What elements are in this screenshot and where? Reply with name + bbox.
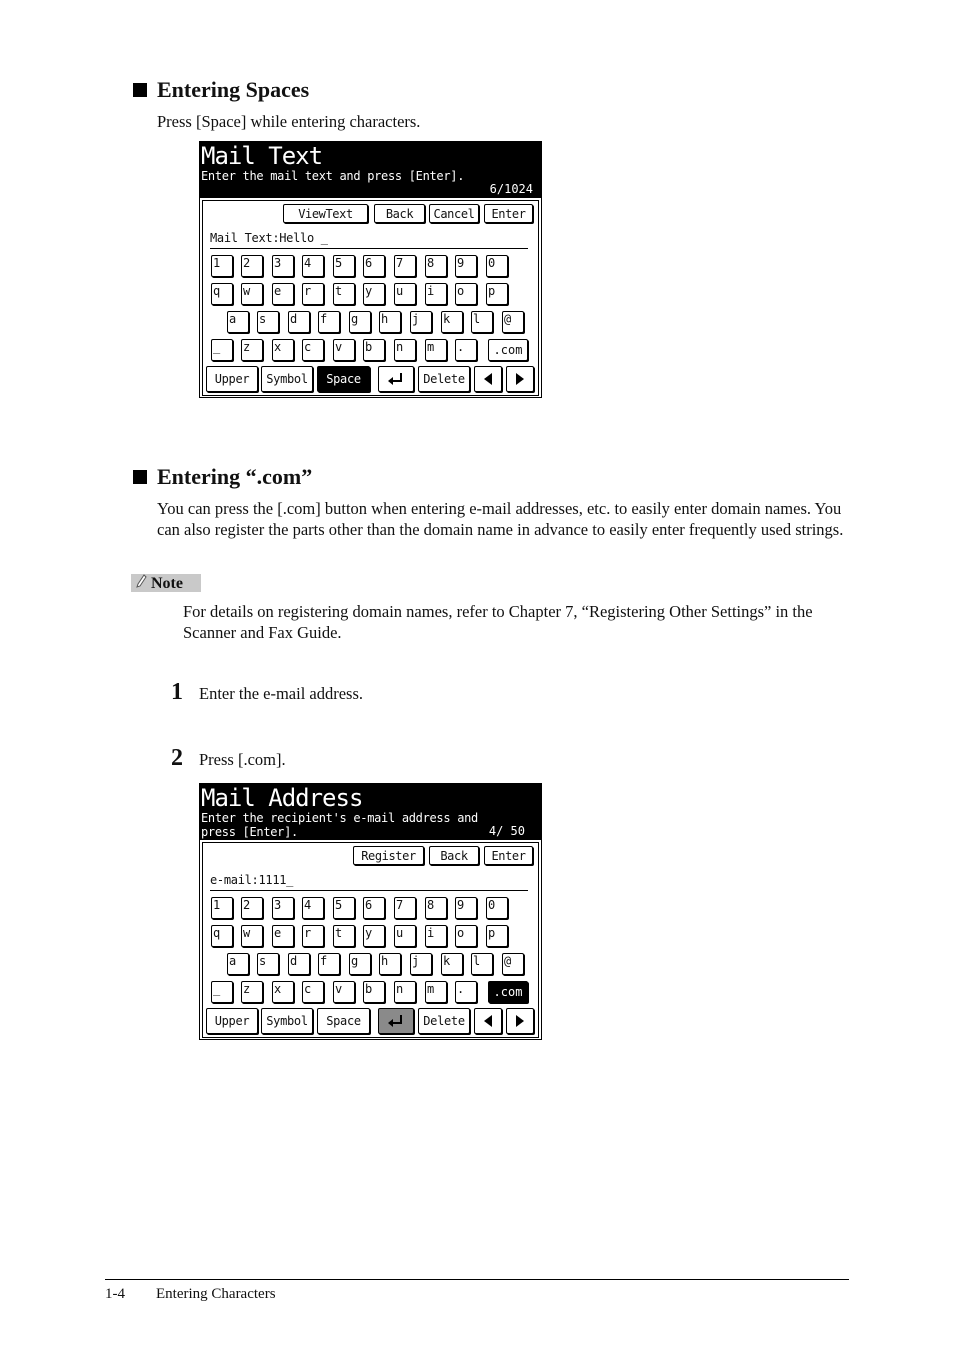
delete-button[interactable]: Delete xyxy=(418,1008,470,1034)
key-h[interactable]: h xyxy=(379,953,401,975)
key-c[interactable]: c xyxy=(302,339,324,361)
key-4[interactable]: 4 xyxy=(302,255,324,277)
step-number: 2 xyxy=(171,745,183,771)
key-o[interactable]: o xyxy=(455,925,477,947)
key-0[interactable]: 0 xyxy=(486,897,508,919)
key-period[interactable]: . xyxy=(455,339,477,361)
key-9[interactable]: 9 xyxy=(455,897,477,919)
key-y[interactable]: y xyxy=(363,925,385,947)
key-z[interactable]: z xyxy=(241,981,263,1003)
enter-button[interactable]: Enter xyxy=(484,846,533,865)
key-9[interactable]: 9 xyxy=(455,255,477,277)
key-b[interactable]: b xyxy=(363,339,385,361)
screen-header xyxy=(200,784,541,840)
key-0[interactable]: 0 xyxy=(486,255,508,277)
screen-title: Mail Address xyxy=(201,784,363,812)
key-p[interactable]: p xyxy=(486,925,508,947)
key-a[interactable]: a xyxy=(227,953,249,975)
return-arrow-icon xyxy=(386,371,406,387)
key-y[interactable]: y xyxy=(363,283,385,305)
section-text-spaces: Press [Space] while entering characters. xyxy=(157,112,421,131)
pencil-icon xyxy=(136,574,147,593)
key-x[interactable]: x xyxy=(272,981,294,1003)
key-2[interactable]: 2 xyxy=(241,255,263,277)
field-underline xyxy=(210,890,528,891)
character-counter: 4/ 50 xyxy=(488,824,525,838)
key-m[interactable]: m xyxy=(425,981,447,1003)
footer-title: Entering Characters xyxy=(156,1286,276,1302)
note-label-text: Note xyxy=(151,575,183,592)
return-button[interactable] xyxy=(378,366,414,392)
key-f[interactable]: f xyxy=(318,953,340,975)
key-5[interactable]: 5 xyxy=(333,897,355,919)
cancel-button[interactable]: Cancel xyxy=(429,204,479,223)
key-t[interactable]: t xyxy=(333,925,355,947)
key-p[interactable]: p xyxy=(486,283,508,305)
key-t[interactable]: t xyxy=(333,283,355,305)
bullet-square-icon xyxy=(133,83,147,97)
text-input-field[interactable]: Mail Text:Hello _ xyxy=(210,231,328,245)
screen-header xyxy=(200,142,541,198)
key-o[interactable]: o xyxy=(455,283,477,305)
character-counter: 6/1024 xyxy=(489,182,533,196)
key-g[interactable]: g xyxy=(349,953,371,975)
field-underline xyxy=(210,248,528,249)
section-heading-dotcom: Entering “.com” xyxy=(157,464,313,489)
register-button[interactable]: Register xyxy=(353,846,424,865)
key-1[interactable]: 1 xyxy=(211,255,233,277)
upper-button[interactable]: Upper xyxy=(206,1008,258,1034)
key-g[interactable]: g xyxy=(349,311,371,333)
left-arrow-icon xyxy=(482,372,494,386)
key-v[interactable]: v xyxy=(333,339,355,361)
key-r[interactable]: r xyxy=(302,925,324,947)
key-h[interactable]: h xyxy=(379,311,401,333)
key-q[interactable]: q xyxy=(211,283,233,305)
note-text: For details on registering domain names, refer to Chapter 7, “Registering Other Settings” in the Scanner and Fax Guide. xyxy=(183,602,813,642)
note-label xyxy=(131,574,201,592)
right-arrow-icon xyxy=(514,1014,526,1028)
upper-button[interactable]: Upper xyxy=(206,366,258,392)
symbol-button[interactable]: Symbol xyxy=(261,1008,313,1034)
key-3[interactable]: 3 xyxy=(272,255,294,277)
delete-button[interactable]: Delete xyxy=(418,366,470,392)
key-underscore[interactable]: _ xyxy=(211,339,233,361)
section-text-dotcom: You can press the [.com] button when entering e-mail addresses, etc. to easily enter domain names. You can also register the parts other than the domain name in advance to easily enter frequently used strings. xyxy=(157,499,844,539)
key-n[interactable]: n xyxy=(394,981,416,1003)
key-z[interactable]: z xyxy=(241,339,263,361)
key-k[interactable]: k xyxy=(441,311,463,333)
step-text: Enter the e-mail address. xyxy=(199,684,364,703)
screen-mail-text xyxy=(199,141,542,398)
screen-subtitle: Enter the mail text and press [Enter]. xyxy=(201,169,465,183)
key-e[interactable]: e xyxy=(272,925,294,947)
viewtext-button[interactable]: ViewText xyxy=(283,204,368,223)
return-button[interactable] xyxy=(378,1008,414,1034)
space-button[interactable]: Space xyxy=(317,366,370,392)
key-dotcom[interactable]: .com xyxy=(488,339,528,361)
screen-mail-address xyxy=(199,783,542,1040)
footer-divider xyxy=(105,1279,849,1280)
key-l[interactable]: l xyxy=(471,311,493,333)
key-6[interactable]: 6 xyxy=(363,255,385,277)
back-button[interactable]: Back xyxy=(374,204,425,223)
key-r[interactable]: r xyxy=(302,283,324,305)
screen-subtitle: press [Enter]. xyxy=(201,825,298,839)
key-v[interactable]: v xyxy=(333,981,355,1003)
key-n[interactable]: n xyxy=(394,339,416,361)
screen-title: Mail Text xyxy=(201,142,323,170)
key-a[interactable]: a xyxy=(227,311,249,333)
key-dotcom[interactable]: .com xyxy=(488,981,528,1003)
key-l[interactable]: l xyxy=(471,953,493,975)
key-7[interactable]: 7 xyxy=(394,255,416,277)
return-arrow-icon xyxy=(386,1013,406,1029)
key-at[interactable]: @ xyxy=(502,311,524,333)
key-u[interactable]: u xyxy=(394,283,416,305)
cursor-right-button[interactable] xyxy=(506,1008,534,1034)
key-period[interactable]: . xyxy=(455,981,477,1003)
bullet-square-icon xyxy=(133,470,147,484)
key-u[interactable]: u xyxy=(394,925,416,947)
key-7[interactable]: 7 xyxy=(394,897,416,919)
symbol-button[interactable]: Symbol xyxy=(261,366,313,392)
key-3[interactable]: 3 xyxy=(272,897,294,919)
key-k[interactable]: k xyxy=(441,953,463,975)
step-number: 1 xyxy=(171,679,183,705)
key-i[interactable]: i xyxy=(425,283,447,305)
key-8[interactable]: 8 xyxy=(425,897,447,919)
key-8[interactable]: 8 xyxy=(425,255,447,277)
key-d[interactable]: d xyxy=(288,953,310,975)
cursor-right-button[interactable] xyxy=(506,366,534,392)
key-w[interactable]: w xyxy=(241,925,263,947)
screen-body xyxy=(202,200,539,396)
key-d[interactable]: d xyxy=(288,311,310,333)
key-q[interactable]: q xyxy=(211,925,233,947)
space-button[interactable]: Space xyxy=(317,1008,370,1034)
key-x[interactable]: x xyxy=(272,339,294,361)
key-at[interactable]: @ xyxy=(502,953,524,975)
email-input-field[interactable]: e-mail:1111_ xyxy=(210,873,294,887)
key-f[interactable]: f xyxy=(318,311,340,333)
screen-subtitle: Enter the recipient's e-mail address and xyxy=(201,811,478,825)
left-arrow-icon xyxy=(482,1014,494,1028)
key-2[interactable]: 2 xyxy=(241,897,263,919)
key-underscore[interactable]: _ xyxy=(211,981,233,1003)
key-j[interactable]: j xyxy=(410,311,432,333)
key-w[interactable]: w xyxy=(241,283,263,305)
key-4[interactable]: 4 xyxy=(302,897,324,919)
key-s[interactable]: s xyxy=(257,311,279,333)
key-e[interactable]: e xyxy=(272,283,294,305)
key-i[interactable]: i xyxy=(425,925,447,947)
key-m[interactable]: m xyxy=(425,339,447,361)
key-6[interactable]: 6 xyxy=(363,897,385,919)
screen-body xyxy=(202,842,539,1038)
page-number: 1-4 xyxy=(105,1286,125,1302)
right-arrow-icon xyxy=(514,372,526,386)
section-heading-spaces: Entering Spaces xyxy=(157,77,310,102)
cursor-left-button[interactable] xyxy=(474,366,502,392)
back-button[interactable]: Back xyxy=(429,846,479,865)
key-j[interactable]: j xyxy=(410,953,432,975)
step-text: Press [.com]. xyxy=(199,750,286,769)
key-1[interactable]: 1 xyxy=(211,897,233,919)
key-b[interactable]: b xyxy=(363,981,385,1003)
key-5[interactable]: 5 xyxy=(333,255,355,277)
cursor-left-button[interactable] xyxy=(474,1008,502,1034)
enter-button[interactable]: Enter xyxy=(484,204,533,223)
key-c[interactable]: c xyxy=(302,981,324,1003)
key-s[interactable]: s xyxy=(257,953,279,975)
